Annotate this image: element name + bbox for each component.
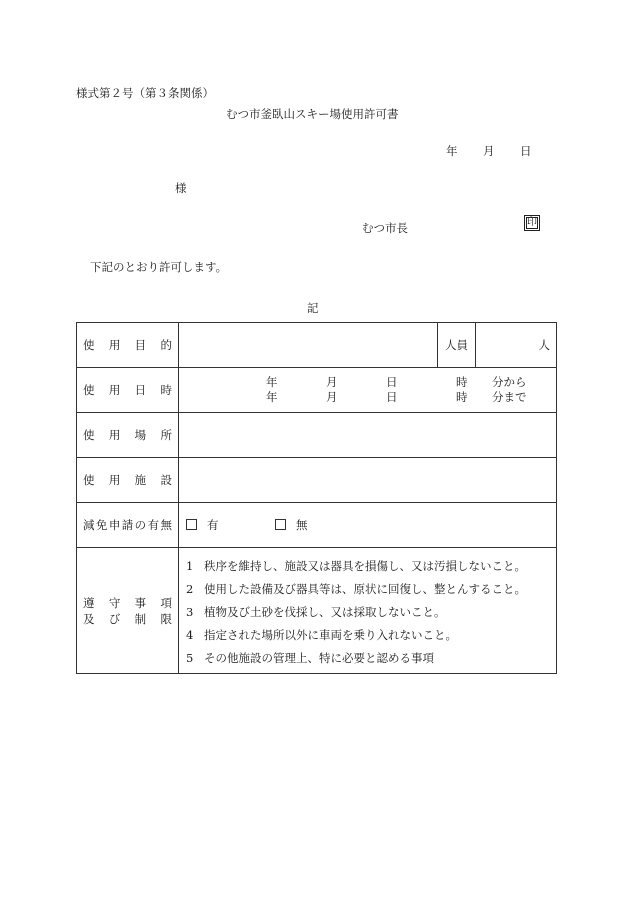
rule-item xyxy=(186,629,556,642)
checkbox-no[interactable] xyxy=(275,519,286,530)
people-unit: 人 xyxy=(538,338,550,352)
document-title: むつ市釜臥山スキー場使用許可書 xyxy=(226,107,399,121)
issuer-name: むつ市長 xyxy=(362,221,408,235)
start-month: 月 xyxy=(326,375,338,389)
row-reduction xyxy=(77,503,557,548)
datetime-end xyxy=(179,390,556,405)
rule-text: 秩序を維持し、施設又は器具を損傷し、又は汚損しないこと。 xyxy=(204,559,526,573)
rule-item xyxy=(186,652,556,665)
date-day: 日 xyxy=(520,144,532,158)
place-field[interactable] xyxy=(179,413,557,458)
ki-heading: 記 xyxy=(307,301,319,315)
rule-text: 指定された場所以外に車両を乗り入れないこと。 xyxy=(204,628,457,642)
datetime-field[interactable] xyxy=(179,368,557,413)
rule-number: 4 xyxy=(186,628,194,642)
purpose-field[interactable] xyxy=(179,323,438,368)
checkbox-yes[interactable] xyxy=(186,519,197,530)
start-minute: 分から xyxy=(492,375,527,389)
facility-label: 使用施設 xyxy=(77,458,179,503)
people-field[interactable] xyxy=(476,323,557,368)
addressee-suffix: 様 xyxy=(175,181,187,195)
end-minute: 分まで xyxy=(492,390,527,404)
rule-item xyxy=(186,583,556,596)
rule-text: 使用した設備及び器具等は、原状に回復し、整とんすること。 xyxy=(204,582,526,596)
rule-item xyxy=(186,560,556,573)
option-yes-label: 有 xyxy=(207,518,219,532)
reduction-label: 減免申請の有無 xyxy=(77,503,179,548)
rule-number: 2 xyxy=(186,582,194,596)
rule-text: その他施設の管理上、特に必要と認める事項 xyxy=(204,651,434,665)
row-datetime xyxy=(77,368,557,413)
row-purpose xyxy=(77,323,557,368)
date-year: 年 xyxy=(446,144,458,158)
rule-item xyxy=(186,606,556,619)
start-day: 日 xyxy=(386,375,398,389)
seal-mark xyxy=(524,215,540,231)
form-number: 様式第２号（第３条関係） xyxy=(76,86,214,100)
purpose-label: 使用目的 xyxy=(77,323,179,368)
option-no-label: 無 xyxy=(296,518,308,532)
rule-text: 植物及び土砂を伐採し、又は採取しないこと。 xyxy=(204,605,446,619)
rule-number: 3 xyxy=(186,605,194,619)
people-label: 人員 xyxy=(438,323,476,368)
issue-date xyxy=(446,143,532,159)
rules-list xyxy=(179,548,557,674)
facility-field[interactable] xyxy=(179,458,557,503)
rule-number: 5 xyxy=(186,651,194,665)
seal-text: 印 xyxy=(527,217,537,228)
reduction-field xyxy=(179,503,557,548)
row-rules xyxy=(77,548,557,674)
date-month: 月 xyxy=(483,144,495,158)
rules-label xyxy=(77,548,179,674)
end-day: 日 xyxy=(386,390,398,404)
end-year: 年 xyxy=(266,390,278,404)
start-hour: 時 xyxy=(456,375,468,389)
end-month: 月 xyxy=(326,390,338,404)
row-facility xyxy=(77,458,557,503)
datetime-label: 使用日時 xyxy=(77,368,179,413)
place-label: 使用場所 xyxy=(77,413,179,458)
start-year: 年 xyxy=(266,375,278,389)
row-place xyxy=(77,413,557,458)
permit-table xyxy=(76,322,557,674)
rules-label-line2: 及び制限 xyxy=(83,611,172,626)
datetime-start xyxy=(179,375,556,390)
rules-label-line1: 遵守事項 xyxy=(83,595,172,610)
rule-number: 1 xyxy=(186,559,194,573)
body-text: 下記のとおり許可します。 xyxy=(90,260,228,274)
end-hour: 時 xyxy=(456,390,468,404)
